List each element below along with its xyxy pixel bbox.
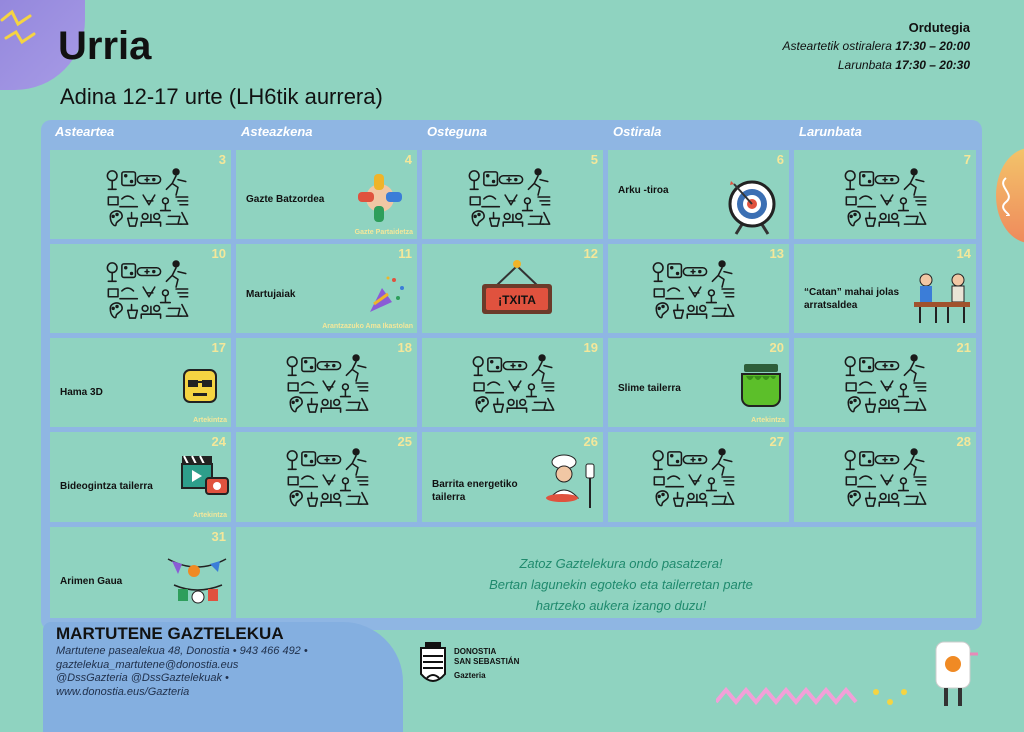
day-cell xyxy=(794,244,976,333)
party-popper-icon xyxy=(362,272,408,316)
day-cell xyxy=(422,150,603,239)
organization-name: MARTUTENE GAZTELEKUA xyxy=(56,624,284,643)
day-cell xyxy=(50,527,231,618)
day-number: 24 xyxy=(211,434,226,449)
email-link[interactable]: gaztelekua_martutene@donostia.eus xyxy=(56,658,239,671)
day-number: 14 xyxy=(956,246,971,261)
website-link[interactable]: www.donostia.eus/Gazteria xyxy=(56,685,190,698)
logo-line: DONOSTIA xyxy=(454,647,497,656)
video-editing-icon xyxy=(180,452,230,500)
day-cell xyxy=(608,432,789,522)
day-header: Osteguna xyxy=(427,124,487,139)
event-tag: Artekintza xyxy=(193,512,227,519)
squiggle-decoration xyxy=(0,8,40,56)
social-handles: @DssGazteria @DssGaztelekuak • xyxy=(56,672,229,684)
wave-decoration xyxy=(996,176,1016,216)
event-label: Gazte Batzordea xyxy=(246,194,325,205)
day-header: Asteazkena xyxy=(241,124,313,139)
day-number: 3 xyxy=(218,152,226,167)
event-label: Barrita energetiko tailerra xyxy=(432,479,518,503)
day-header: Larunbata xyxy=(799,124,862,139)
day-cell xyxy=(236,150,417,239)
schedule-title: Ordutegia xyxy=(908,20,970,35)
day-cell xyxy=(50,338,231,427)
day-cell xyxy=(50,150,231,239)
schedule-label: Larunbata xyxy=(837,58,892,72)
day-number: 26 xyxy=(583,434,598,449)
activities-icon xyxy=(104,168,192,228)
address: Martutene pasealekua 48, Donostia • 943 466 492 • xyxy=(56,645,308,657)
schedule-time: 17:30 – 20:30 xyxy=(895,58,970,72)
day-number: 4 xyxy=(404,152,412,167)
day-number: 28 xyxy=(956,434,971,449)
welcome-message xyxy=(412,553,830,616)
event-label: Martujaiak xyxy=(246,289,296,300)
day-cell xyxy=(608,150,789,239)
day-number: 20 xyxy=(769,340,784,355)
day-number: 18 xyxy=(397,340,412,355)
day-cell xyxy=(794,150,976,239)
day-cell xyxy=(422,432,603,522)
event-tag: Gazte Partaidetza xyxy=(354,229,413,236)
mascot-illustration xyxy=(928,636,980,716)
age-range: Adina 12-17 urte (LH6tik aurrera) xyxy=(60,84,383,109)
day-cell xyxy=(422,244,603,333)
day-number: 10 xyxy=(211,246,226,261)
event-label: Hama 3D xyxy=(60,387,103,398)
city-logo xyxy=(417,640,449,692)
day-cell xyxy=(794,338,976,427)
schedule-box xyxy=(783,18,970,75)
contact-info xyxy=(56,645,308,699)
activities-icon xyxy=(650,448,738,508)
activities-icon xyxy=(470,354,558,414)
day-number: 7 xyxy=(963,152,971,167)
day-cell xyxy=(794,432,976,522)
day-number: 17 xyxy=(211,340,226,355)
day-cell xyxy=(50,244,231,333)
schedule-label: Asteartetik ostiralera xyxy=(782,39,892,53)
message-line: Bertan lagunekin egoteko eta tailerretan parte xyxy=(489,577,753,592)
activities-icon xyxy=(842,448,930,508)
event-label: “Catan” mahai jolas arratsaldea xyxy=(804,287,900,311)
event-label: Arimen Gaua xyxy=(60,576,123,587)
day-number: 12 xyxy=(583,246,598,261)
day-number: 19 xyxy=(583,340,598,355)
page-title: Urria xyxy=(58,24,152,68)
activities-icon xyxy=(466,168,554,228)
message-line: Zatoz Gaztelekura ondo pasatzera! xyxy=(519,556,723,571)
event-tag: Artekintza xyxy=(193,417,227,424)
event-label: Arku -tiroa xyxy=(618,185,669,196)
archery-target-icon xyxy=(726,174,778,236)
day-cell xyxy=(236,244,417,333)
logo-text xyxy=(454,647,519,681)
day-cell xyxy=(422,338,603,427)
message-line: hartzeko aukera izango duzu! xyxy=(535,598,707,613)
event-tag: Arantzazuko Ama Ikastolan xyxy=(322,323,413,330)
event-tag: Artekintza xyxy=(751,417,785,424)
day-cell xyxy=(608,244,789,333)
teamwork-hands-icon xyxy=(354,172,406,224)
day-number: 13 xyxy=(769,246,784,261)
day-number: 6 xyxy=(776,152,784,167)
day-number: 27 xyxy=(769,434,784,449)
day-cell xyxy=(236,338,417,427)
halloween-bunting-icon xyxy=(166,555,228,607)
logo-line: Gazteria xyxy=(454,671,486,680)
day-number: 25 xyxy=(397,434,412,449)
day-number: 5 xyxy=(590,152,598,167)
activities-icon xyxy=(284,448,372,508)
board-game-table-icon xyxy=(912,266,972,328)
pixel-sunglasses-emoji-icon xyxy=(180,366,220,406)
event-label: Slime tailerra xyxy=(618,383,681,394)
day-number: 11 xyxy=(398,246,412,261)
day-number: 31 xyxy=(211,529,226,544)
activities-icon xyxy=(284,354,372,414)
slime-jar-icon xyxy=(738,362,784,410)
activities-icon xyxy=(104,260,192,320)
closed-sign-icon xyxy=(480,256,554,318)
day-header: Ostirala xyxy=(613,124,662,139)
day-cell xyxy=(236,432,417,522)
activities-icon xyxy=(842,168,930,228)
day-cell xyxy=(50,432,231,522)
day-header: Asteartea xyxy=(55,124,115,139)
day-cell xyxy=(608,338,789,427)
activities-icon xyxy=(650,260,738,320)
schedule-time: 17:30 – 20:00 xyxy=(895,39,970,53)
day-number: 21 xyxy=(956,340,971,355)
event-label: Bideogintza tailerra xyxy=(60,481,153,492)
sign-text: ¡TXITA xyxy=(498,293,536,307)
zigzag-decoration xyxy=(716,682,916,712)
chef-cooking-icon xyxy=(542,454,598,512)
activities-icon xyxy=(842,354,930,414)
logo-line: SAN SEBASTIÁN xyxy=(454,657,520,666)
